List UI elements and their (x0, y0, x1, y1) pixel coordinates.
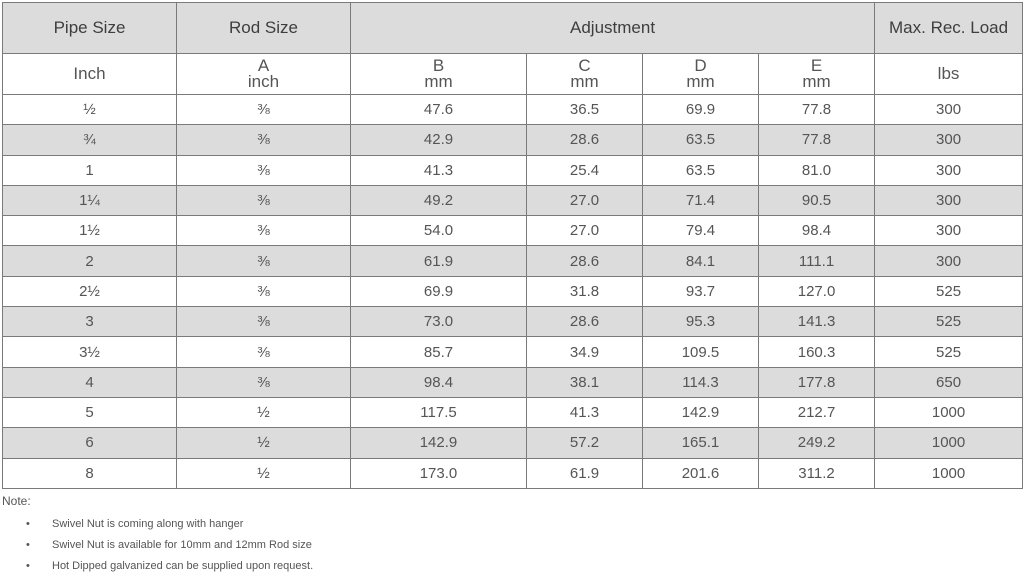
cell-load: 300 (875, 246, 1023, 276)
note-text: Hot Dipped galvanized can be supplied upon request. (52, 560, 314, 572)
subheader-d-unit: mm (686, 72, 715, 91)
cell-d: 109.5 (643, 337, 759, 367)
cell-load: 650 (875, 367, 1023, 397)
cell-d: 93.7 (643, 276, 759, 306)
cell-e: 111.1 (759, 246, 875, 276)
header-max-load: Max. Rec. Load (875, 3, 1023, 54)
table-row (3, 337, 1023, 367)
cell-d: 142.9 (643, 397, 759, 427)
table-row (3, 95, 1023, 125)
cell-e: 141.3 (759, 307, 875, 337)
subheader-e (759, 54, 875, 95)
cell-load: 300 (875, 216, 1023, 246)
spec-table (2, 2, 1023, 489)
cell-rod: ½ (177, 458, 351, 488)
cell-b: 49.2 (351, 185, 527, 215)
table-row (3, 155, 1023, 185)
table-row (3, 276, 1023, 306)
cell-pipe: 1 (3, 155, 177, 185)
cell-pipe: 3 (3, 307, 177, 337)
cell-load: 300 (875, 125, 1023, 155)
subheader-d (643, 54, 759, 95)
cell-rod: ⅜ (177, 155, 351, 185)
cell-b: 41.3 (351, 155, 527, 185)
note-text: Swivel Nut is available for 10mm and 12mm Rod size (52, 539, 312, 551)
cell-pipe: 1¼ (3, 185, 177, 215)
cell-c: 41.3 (527, 397, 643, 427)
cell-rod: ⅜ (177, 276, 351, 306)
cell-load: 1000 (875, 458, 1023, 488)
cell-rod: ⅜ (177, 95, 351, 125)
cell-e: 77.8 (759, 95, 875, 125)
subheader-c-unit: mm (570, 72, 599, 91)
cell-pipe: 3½ (3, 337, 177, 367)
subheader-b-label: B (432, 56, 445, 75)
header-row (3, 3, 1023, 54)
cell-c: 34.9 (527, 337, 643, 367)
cell-d: 63.5 (643, 125, 759, 155)
subheader-c (527, 54, 643, 95)
note-text: Swivel Nut is coming along with hanger (52, 518, 244, 530)
cell-rod: ½ (177, 428, 351, 458)
cell-load: 525 (875, 337, 1023, 367)
cell-c: 36.5 (527, 95, 643, 125)
cell-load: 300 (875, 95, 1023, 125)
notes-list (2, 514, 313, 577)
cell-c: 31.8 (527, 276, 643, 306)
cell-e: 249.2 (759, 428, 875, 458)
cell-b: 61.9 (351, 246, 527, 276)
cell-e: 177.8 (759, 367, 875, 397)
cell-load: 300 (875, 155, 1023, 185)
cell-c: 28.6 (527, 125, 643, 155)
cell-load: 525 (875, 307, 1023, 337)
cell-b: 142.9 (351, 428, 527, 458)
cell-e: 127.0 (759, 276, 875, 306)
cell-pipe: 1½ (3, 216, 177, 246)
table-row (3, 185, 1023, 215)
subheader-e-label: E (810, 56, 823, 75)
cell-rod: ⅜ (177, 337, 351, 367)
cell-rod: ⅜ (177, 125, 351, 155)
cell-c: 28.6 (527, 307, 643, 337)
subheader-c-label: C (578, 56, 591, 75)
cell-d: 201.6 (643, 458, 759, 488)
subheader-d-label: D (694, 56, 707, 75)
cell-e: 311.2 (759, 458, 875, 488)
cell-d: 63.5 (643, 155, 759, 185)
subheader-a-unit: inch (247, 72, 280, 91)
subheader-load-unit: lbs (875, 54, 1023, 95)
cell-c: 28.6 (527, 246, 643, 276)
cell-rod: ⅜ (177, 216, 351, 246)
cell-d: 71.4 (643, 185, 759, 215)
subheader-e-unit: mm (802, 72, 831, 91)
cell-rod: ⅜ (177, 367, 351, 397)
cell-e: 90.5 (759, 185, 875, 215)
table-row (3, 397, 1023, 427)
cell-load: 300 (875, 185, 1023, 215)
cell-e: 98.4 (759, 216, 875, 246)
cell-e: 77.8 (759, 125, 875, 155)
table-row (3, 458, 1023, 488)
cell-d: 95.3 (643, 307, 759, 337)
cell-d: 165.1 (643, 428, 759, 458)
header-adjustment: Adjustment (351, 3, 875, 54)
cell-b: 54.0 (351, 216, 527, 246)
cell-d: 84.1 (643, 246, 759, 276)
cell-d: 79.4 (643, 216, 759, 246)
cell-pipe: 2½ (3, 276, 177, 306)
cell-b: 173.0 (351, 458, 527, 488)
bullet-icon: • (26, 518, 30, 530)
cell-rod: ⅜ (177, 185, 351, 215)
cell-e: 160.3 (759, 337, 875, 367)
bullet-icon: • (26, 560, 30, 572)
note-item (26, 556, 313, 577)
cell-load: 1000 (875, 428, 1023, 458)
subheader-b-unit: mm (424, 72, 453, 91)
bullet-icon: • (26, 539, 30, 551)
table-row (3, 246, 1023, 276)
notes-section (2, 494, 313, 577)
cell-b: 85.7 (351, 337, 527, 367)
cell-c: 27.0 (527, 185, 643, 215)
cell-d: 114.3 (643, 367, 759, 397)
cell-pipe: 5 (3, 397, 177, 427)
cell-c: 57.2 (527, 428, 643, 458)
cell-pipe: 6 (3, 428, 177, 458)
cell-b: 117.5 (351, 397, 527, 427)
cell-d: 69.9 (643, 95, 759, 125)
cell-rod: ½ (177, 397, 351, 427)
notes-title: Note: (2, 494, 31, 508)
cell-pipe: 2 (3, 246, 177, 276)
subheader-pipe-unit: Inch (3, 54, 177, 95)
cell-pipe: 8 (3, 458, 177, 488)
header-pipe-size: Pipe Size (3, 3, 177, 54)
cell-pipe: ¾ (3, 125, 177, 155)
cell-load: 525 (875, 276, 1023, 306)
subheader-row (3, 54, 1023, 95)
cell-pipe: 4 (3, 367, 177, 397)
cell-c: 38.1 (527, 367, 643, 397)
note-item (26, 514, 313, 535)
table-row (3, 428, 1023, 458)
cell-e: 81.0 (759, 155, 875, 185)
table-row (3, 367, 1023, 397)
table-row (3, 216, 1023, 246)
cell-rod: ⅜ (177, 246, 351, 276)
subheader-a (177, 54, 351, 95)
cell-c: 25.4 (527, 155, 643, 185)
table-row (3, 307, 1023, 337)
cell-b: 69.9 (351, 276, 527, 306)
cell-e: 212.7 (759, 397, 875, 427)
cell-c: 61.9 (527, 458, 643, 488)
note-item (26, 535, 313, 556)
cell-b: 98.4 (351, 367, 527, 397)
header-rod-size: Rod Size (177, 3, 351, 54)
cell-pipe: ½ (3, 95, 177, 125)
cell-b: 42.9 (351, 125, 527, 155)
cell-c: 27.0 (527, 216, 643, 246)
cell-b: 73.0 (351, 307, 527, 337)
table-row (3, 125, 1023, 155)
cell-load: 1000 (875, 397, 1023, 427)
cell-rod: ⅜ (177, 307, 351, 337)
subheader-a-label: A (257, 56, 270, 75)
subheader-b (351, 54, 527, 95)
cell-b: 47.6 (351, 95, 527, 125)
